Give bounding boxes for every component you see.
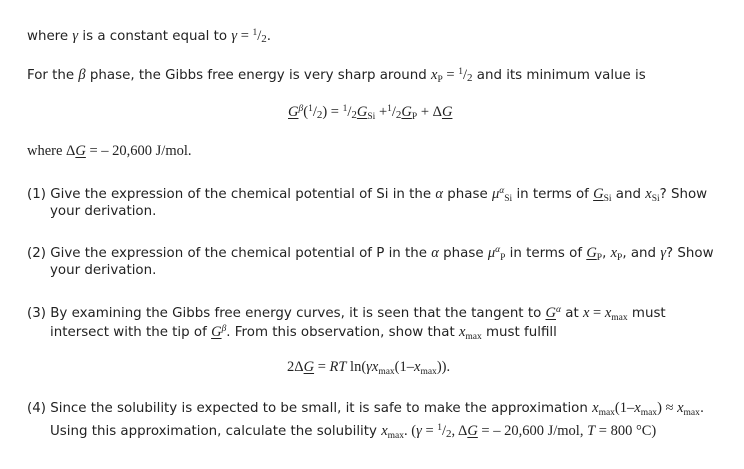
subscript: P	[411, 112, 418, 122]
x-symbol: x	[582, 305, 590, 321]
equals: =	[589, 305, 605, 321]
mu-symbol: μ	[491, 186, 500, 202]
text: phase	[443, 187, 492, 202]
subscript: max	[420, 367, 437, 377]
beta-symbol: β	[78, 67, 86, 83]
x-symbol: x	[431, 67, 438, 83]
subscript: Si	[651, 194, 660, 204]
fraction-half	[253, 28, 267, 44]
subscript: Si	[367, 112, 376, 122]
text: )).	[436, 359, 451, 375]
rt-symbol: RT	[329, 359, 347, 375]
paren-equals: ) =	[322, 104, 343, 120]
text: phase, the Gibbs free energy is very sharp around	[85, 68, 432, 83]
text: , and	[622, 246, 661, 261]
equals: =	[442, 67, 459, 83]
numerator: 1	[252, 28, 258, 38]
text: ? Show	[659, 187, 708, 202]
text: where Δ	[27, 143, 76, 159]
x-symbol: x	[414, 359, 421, 375]
subscript: max	[378, 367, 395, 377]
text: and its minimum value is	[472, 68, 646, 83]
slash: /	[347, 104, 352, 120]
question-4	[27, 400, 704, 422]
x-symbol: x	[604, 305, 612, 321]
subscript: P	[500, 253, 506, 263]
plus-delta: + Δ	[417, 104, 442, 120]
g-symbol: G	[356, 104, 368, 120]
delta-g-value-line	[27, 143, 192, 160]
paren: (	[303, 104, 309, 120]
denominator: 2	[261, 33, 267, 45]
slash: /	[442, 423, 447, 439]
beta-phase-line	[27, 64, 646, 89]
superscript: α	[495, 245, 501, 255]
g-symbol: G	[401, 104, 412, 120]
numerator: 1	[437, 423, 442, 433]
question-number: (3)	[27, 306, 46, 321]
text: = – 20,600 J/mol,	[477, 423, 588, 439]
g-symbol: G	[593, 186, 604, 202]
intro-line-gamma	[27, 25, 271, 48]
text: must	[627, 306, 666, 321]
superscript: α	[499, 186, 505, 196]
text: ? Show	[666, 246, 714, 261]
superscript: β	[221, 324, 227, 334]
alpha-symbol: α	[435, 186, 444, 202]
text: at	[561, 306, 583, 321]
fraction-half	[387, 104, 401, 120]
g-symbol: G	[288, 104, 299, 120]
subscript: max	[611, 313, 628, 323]
equation-gibbs-beta	[288, 101, 452, 126]
fraction-half	[458, 67, 472, 83]
g-symbol: G	[303, 359, 315, 375]
text: 2Δ	[287, 359, 304, 375]
x-symbol: x	[371, 359, 379, 375]
fraction-half	[308, 104, 322, 120]
subscript: max	[465, 332, 482, 342]
question-1-continuation	[50, 203, 156, 220]
slash: /	[257, 28, 262, 44]
plus: +	[375, 104, 388, 120]
question-3-continuation	[50, 321, 557, 346]
x-symbol: x	[381, 423, 388, 439]
x-symbol: x	[592, 400, 599, 416]
text: phase	[438, 246, 488, 261]
subscript: Si	[603, 194, 612, 204]
text: .	[266, 29, 272, 44]
text: By examining the Gibbs free energy curves, it is seen that the tangent to	[45, 306, 546, 321]
denominator: 2	[446, 428, 452, 440]
gamma-symbol: γ	[231, 28, 238, 44]
g-symbol: G	[441, 104, 453, 120]
text: , Δ	[451, 423, 468, 439]
equals: =	[314, 359, 330, 375]
subscript: P	[596, 253, 603, 263]
gamma-symbol: γ	[72, 28, 79, 44]
gamma-symbol: γ	[416, 423, 422, 439]
equation-solubility	[287, 359, 450, 381]
text: intersect with the tip of	[50, 325, 212, 340]
subscript: max	[640, 408, 658, 418]
g-symbol: G	[545, 305, 556, 321]
text: ,	[602, 246, 611, 261]
denominator: 2	[351, 109, 357, 121]
text: in terms of	[505, 246, 587, 261]
mu-symbol: μ	[487, 245, 496, 261]
x-symbol: x	[645, 186, 652, 202]
text: is a constant equal to	[78, 29, 232, 44]
subscript: P	[617, 253, 623, 263]
fraction-half	[437, 423, 451, 439]
text: For the	[27, 68, 79, 83]
denominator: 2	[395, 109, 402, 121]
text: = 800 °C)	[595, 423, 657, 439]
t-symbol: T	[587, 423, 596, 439]
text: where	[27, 29, 73, 44]
x-symbol: x	[458, 324, 466, 340]
g-symbol: G	[75, 143, 86, 159]
text: . From this observation, show that	[226, 325, 459, 340]
subscript: max	[387, 431, 404, 441]
numerator: 1	[308, 104, 313, 114]
x-symbol: x	[610, 245, 618, 261]
approx: ) ≈	[657, 400, 678, 416]
text: your derivation.	[50, 263, 157, 278]
superscript: α	[556, 305, 561, 315]
subscript: max	[683, 408, 700, 418]
text: Using this approximation, calculate the solubility	[50, 424, 382, 439]
ln: ln(	[346, 359, 367, 375]
numerator: 1	[342, 104, 348, 114]
equals: =	[237, 28, 253, 44]
question-number: (1)	[27, 187, 46, 202]
denominator: 2	[316, 109, 323, 121]
text: in terms of	[512, 187, 594, 202]
subscript: P	[437, 75, 443, 85]
slash: /	[462, 67, 467, 83]
numerator: 1	[458, 67, 463, 77]
question-2-continuation	[50, 262, 156, 279]
text: your derivation.	[50, 204, 157, 219]
gamma-symbol: γ	[660, 245, 667, 261]
denominator: 2	[467, 72, 473, 84]
slash: /	[312, 104, 317, 120]
g-symbol: G	[467, 423, 478, 439]
superscript: β	[298, 104, 304, 114]
question-number: (4)	[27, 401, 46, 416]
fraction-half	[343, 104, 357, 120]
x-symbol: x	[677, 400, 684, 416]
text: = – 20,600 J/mol.	[85, 143, 192, 159]
question-4-continuation	[50, 420, 656, 445]
alpha-symbol: α	[431, 245, 439, 261]
g-symbol: G	[586, 245, 597, 261]
text: (1–	[394, 359, 415, 375]
text: (1–	[614, 400, 635, 416]
subscript: max	[598, 408, 615, 418]
slash: /	[391, 104, 396, 120]
text: . (	[404, 423, 417, 439]
text: and	[611, 187, 646, 202]
g-symbol: G	[211, 324, 222, 340]
text: Since the solubility is expected to be small, it is safe to make the approximation	[45, 401, 593, 416]
text: Give the expression of the chemical potential of P in the	[45, 246, 432, 261]
question-number: (2)	[27, 246, 46, 261]
text: Give the expression of the chemical potential of Si in the	[45, 187, 436, 202]
x-symbol: x	[634, 400, 641, 416]
gamma-symbol: γ	[366, 359, 372, 375]
equals: =	[421, 423, 438, 439]
text: .	[699, 401, 705, 416]
subscript: Si	[504, 194, 513, 204]
text: must fulfill	[481, 325, 557, 340]
numerator: 1	[387, 104, 392, 114]
